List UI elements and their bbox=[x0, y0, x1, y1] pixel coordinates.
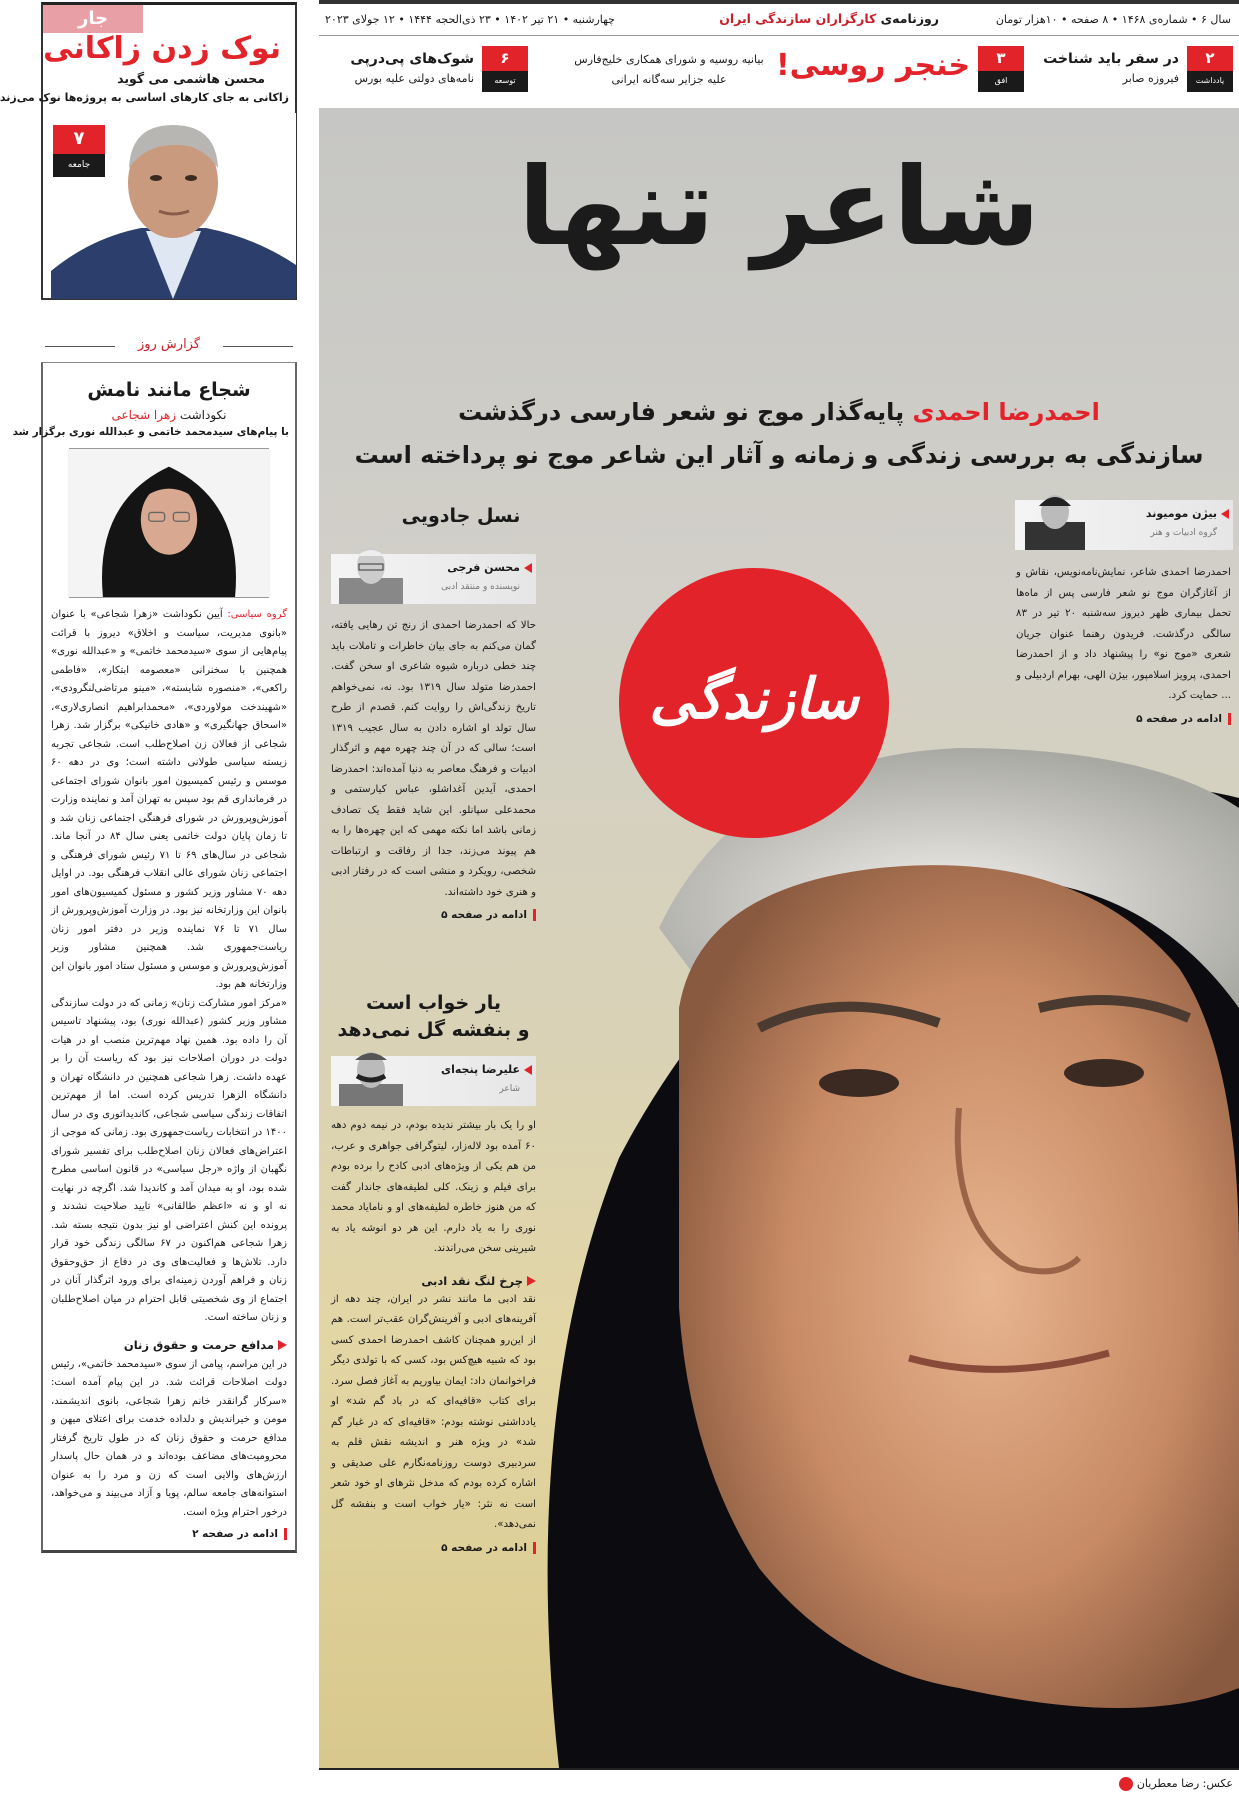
author-name: بیژن مومیوند bbox=[1145, 507, 1217, 520]
photo-credit-text: عکس: رضا معطریان bbox=[1136, 1777, 1233, 1790]
front-page-main bbox=[319, 0, 1239, 1815]
article-continued-link[interactable] bbox=[1016, 711, 1231, 727]
section-badge bbox=[1187, 46, 1233, 92]
continued-text: ادامه در صفحه ۵ bbox=[441, 1541, 527, 1554]
author-card-panjei bbox=[331, 1056, 536, 1106]
article-faraji bbox=[331, 616, 536, 923]
triangle-bullet-icon bbox=[278, 1340, 287, 1350]
continued-text: ادامه در صفحه ۲ bbox=[192, 1528, 278, 1540]
article-body: او را یک بار بیشتر ندیده بودم، در نیمه دوم دهه ۶۰ آمده بود لاله‌زار، لیتوگرافی جواهری و عرب، من هم یکی از ویژه‌های ادبی کادح را برده بودم برای فیلم و زینک. کلی لطیفه‌های جاندار گفت که من هنوز خاطره لطیفه‌های او و نامایاد محمد نوری را به یاد دارم. این هر دو انوشه یاد به شیرینی سخن می‌راندند. bbox=[331, 1120, 536, 1254]
badge-page-number: ۲ bbox=[1187, 46, 1233, 71]
author-name: محسن فرجی bbox=[447, 561, 520, 574]
deck-name: احمدرضا احمدی bbox=[912, 398, 1100, 426]
red-bar-marker bbox=[284, 1528, 287, 1540]
triangle-bullet-icon bbox=[524, 1065, 532, 1075]
issue-meta: سال ۶ • شماره‌ی ۱۴۶۸ • ۸ صفحه • ۱۰هزار تومان bbox=[995, 13, 1231, 26]
triangle-bullet-icon bbox=[527, 1276, 536, 1286]
teaser-page-2[interactable] bbox=[1038, 46, 1233, 102]
top-story-headline[interactable]: نوک زدن زاکانی bbox=[43, 31, 281, 66]
sazandegi-logo bbox=[619, 568, 889, 838]
teaser-line-2: علیه جزایر سه‌گانه ایرانی bbox=[611, 73, 727, 86]
photo-credit bbox=[1119, 1776, 1233, 1792]
report-continued-link[interactable] bbox=[49, 1526, 289, 1542]
teaser-line-1: بیانیه روسیه و شورای همکاری خلیج‌فارس bbox=[574, 53, 764, 66]
report-para-3: در این مراسم، پیامی از سوی «سیدمحمد خاتمی»، رئیس دولت اصلاحات قرائت شد. در این پیام آمده است: «سرکار گرانقدر خانم زهرا شجاعی، بانوی اندیشمند، مومن و خیراندیش و دلداده خدمت برای اعتلای میهن و مدافع حرمت و حقوق زنان که در طول تاریخ گرفتار محرومیت‌های مضاعف بوده‌اند و در همان حال پاسدار ارزش‌های والایی است که زن و مرد را به عنوان استوانه‌های جامعه سالم، پویا و آزاد می‌بیند و می‌خواهد، درخور احترام ویژه است. bbox=[51, 1358, 287, 1518]
red-bar-marker bbox=[533, 909, 536, 921]
article-panjei bbox=[331, 1116, 536, 1556]
report-body bbox=[49, 606, 289, 995]
report-subtitle-name: زهرا شجاعی bbox=[111, 408, 176, 422]
masthead bbox=[319, 0, 1239, 36]
daily-report-box bbox=[12, 362, 297, 1553]
teaser-title: در سفر باید شناخت bbox=[1043, 51, 1179, 67]
headline-deck-1 bbox=[319, 395, 1239, 429]
teaser-page-3[interactable] bbox=[544, 46, 1024, 102]
section-badge bbox=[978, 46, 1024, 92]
top-story-box[interactable] bbox=[0, 2, 297, 300]
badge-section-label: افق bbox=[978, 71, 1024, 92]
article-panjei-title[interactable] bbox=[331, 990, 536, 1044]
deck-rest: پایه‌گذار موج نو شعر فارسی درگذشت bbox=[458, 398, 913, 426]
headline-deck-2: سازندگی به بررسی زندگی و زمانه و آثار این شاعر موج نو پرداخته است bbox=[354, 441, 1204, 469]
main-headline[interactable]: شاعر تنها bbox=[518, 145, 1040, 270]
red-bar-marker bbox=[533, 1542, 536, 1554]
teaser-title: شوک‌های پی‌درپی bbox=[350, 51, 474, 67]
title-line-1: یار خواب است bbox=[366, 992, 501, 1014]
report-para-1: آیین نکوداشت «زهرا شجاعی» با عنوان «بانوی مدیریت، سیاست و اخلاق» دیروز با قرائت پیام‌هایی از سوی «سیدمحمد خاتمی» و «عبدالله نوری» همچنین با سخنرانی «معصومه ابتکار»، «فاطمی راکعی»، «منصوره شایسته»، «مینو مرتاضی‌لنگرودی»، «شهیندخت مولاوردی»، «محمدابراهیم انصاری‌لاری»، «اسحاق جهانگیری» و «هادی خانیکی» برگزار شد. زهرا شجاعی از فعالان زن اصلاح‌طلب است. شجاعی تجربه زیسته سیاسی طولانی داشته است؛ وی در دهه ۶۰ موسس و رئیس کمیسیون امور بانوان شورای اجتماعی در فرمانداری قم بود سپس به تهران آمد و نماینده وزارت آموزش‌وپرورش در شورای فرهنگی اجتماعی زنان شد و تا زمان پایان دولت خاتمی یعنی سال ۸۴ در آنجا ماند. شجاعی در سال‌های ۶۹ تا ۷۱ رئیس شورای فرهنگی و اجتماعی زنان شورای عالی انقلاب فرهنگی بود. در اوایل دهه ۷۰ مشاور وزیر کشور و مسئول کمیسیون‌های امور بانوان این وزارتخانه نیز بود. در وزارت آموزش‌وپرورش از سال ۷۱ تا ۷۶ نماینده وزیر در دفتر امور زنان ریاست‌جمهوری شد. همچنین مشاور وزیر آموزش‌وپرورش و موسس و مسئول ستاد امور بانوان این وزارتخانه هم بود. bbox=[50, 609, 288, 990]
continued-text: ادامه در صفحه ۵ bbox=[1136, 712, 1222, 725]
report-subtitle bbox=[49, 407, 289, 423]
logo-wordmark: سازندگی bbox=[649, 666, 859, 732]
portrait-shojaee bbox=[69, 448, 269, 598]
report-lead-label: گروه سیاسی: bbox=[227, 609, 287, 620]
paper-brand: کارگزاران سازندگی ایران bbox=[719, 11, 877, 26]
badge-section-label: جامعه bbox=[53, 154, 105, 177]
paper-prefix: روزنامه‌ی bbox=[880, 11, 939, 26]
author-name: علیرضا پنجه‌ای bbox=[441, 1063, 520, 1076]
section-badge bbox=[482, 46, 528, 92]
author-photo bbox=[335, 1044, 407, 1106]
top-story-sub2: زاکانی به جای کارهای اساسی به پروژه‌ها نوک می‌زند bbox=[0, 91, 289, 104]
article-continued-link[interactable] bbox=[331, 907, 536, 923]
top-story-sub1: محسن هاشمی می گوید bbox=[117, 71, 265, 86]
badge-page-number: ۶ bbox=[482, 46, 528, 71]
teaser-title: خنجر روسی! bbox=[775, 48, 970, 83]
report-subhead-text: مدافع حرمت و حقوق زنان bbox=[123, 1337, 274, 1352]
badge-section-label: توسعه bbox=[482, 71, 528, 92]
report-para-2: «مرکز امور مشارکت زنان» زمانی که در دولت سازندگی مشاور وزیر کشور (عبدالله نوری) بود، پیشنهاد تاسیس آن را داده بود. همین نهاد مهم‌ترین منصب او در هیات دولت در دوران اصلاحات نیز بود که ریاست آن را بر عهده داشت. زهرا شجاعی همچنین در دانشگاه تهران و دانشگاه الزهرا تدریس کرده است. اما از مهم‌ترین اتفاقات زندگی سیاسی شجاعی، کاندیداتوری وی در سال ۱۴۰۰ در انتخابات ریاست‌جمهوری بود. زمانی که موجی از اعتراض‌های فعالان زنان اصلاح‌طلب برای تفسیر شورای نگهبان از واژه «رجل سیاسی» در قانون اساسی مطرح شده بود، او به میدان آمد و کاندیدا شد. اگرچه در نهایت نه او و نه «اعظم طالقانی» تایید صلاحیت نشدند و پرونده این کنش اعتراضی او نیز بدون نتیجه بسته شد. زهرا شجاعی هم‌اکنون در ۶۷ سالگی زندگی خود قرار دارد. تلاش‌ها و فعالیت‌های وی در دفاع از حق‌وحقوق زنان و فراهم آوردن زمینه‌ای برای ورود اثرگذار آنان در اجتماع از وی شخصیتی قابل احترام در میان اصلاح‌طلبان و زنان ساخته است. bbox=[51, 997, 287, 1323]
triangle-bullet-icon bbox=[524, 563, 532, 573]
subhead-text: چرخ لنگ نقد ادبی bbox=[421, 1273, 523, 1288]
triangle-bullet-icon bbox=[1221, 509, 1229, 519]
camera-icon bbox=[1119, 1777, 1133, 1791]
badge-page-number: ۷ bbox=[53, 125, 105, 154]
author-role: نویسنده و منتقد ادبی bbox=[441, 582, 520, 592]
photo-credit-strip bbox=[319, 1768, 1239, 1808]
teaser-bar bbox=[319, 38, 1239, 108]
author-photo bbox=[335, 542, 407, 604]
article-continued-link[interactable] bbox=[331, 1540, 536, 1556]
report-subtitle-prefix: نکوداشت bbox=[179, 408, 227, 422]
watermark-logo: جار bbox=[43, 5, 143, 33]
section-badge-society[interactable] bbox=[53, 125, 105, 177]
teaser-subtitle: فیروزه صابر bbox=[1122, 72, 1179, 85]
article-body: حالا که احمدرضا احمدی از رنج تن رهایی یافته، گمان می‌کنم به جای بیان خاطرات و تاملات باید چند خطی درباره شیوه شاعری او سخن گفت. احمدرضا متولد سال ۱۳۱۹ بود. نه، نمی‌خواهم تاریخ زندگی‌اش را روایت کنم. قصدم از طرح سال تولد او اشاره دادن به سال عجیب ۱۳۱۹ است؛ سالی که در آن چند چهره مهم و اثرگذار ادبیات و فرهنگ معاصر به دنیا آمده‌اند: احمدرضا احمدی، آیدین آغداشلو، عباس کیارستمی و محمدعلی سپانلو. این شاید فقط یک تصادف زمانی باشد اما نکته مهمی که این چهره‌ها را به هم پیوند می‌زند، جدا از رفاقت و ارتباطات شخصی، رویکرد و منشی است که در رفتار ادبی و هنری خود داشته‌اند. bbox=[331, 620, 536, 898]
author-card-momivand bbox=[1015, 500, 1233, 550]
report-section-label: گزارش روز bbox=[137, 337, 201, 352]
article-faraji-title[interactable]: نسل جادویی bbox=[401, 505, 521, 527]
report-label-row bbox=[41, 332, 297, 362]
teaser-description bbox=[544, 50, 794, 90]
continued-text: ادامه در صفحه ۵ bbox=[441, 909, 527, 921]
author-photo bbox=[1019, 488, 1091, 550]
article-momivand bbox=[1016, 563, 1231, 727]
teaser-page-6[interactable] bbox=[323, 46, 528, 102]
author-role: گروه ادبیات و هنر bbox=[1150, 528, 1217, 538]
issue-date: چهارشنبه • ۲۱ تیر ۱۴۰۲ • ۲۳ ذی‌الحجه ۱۴۴۴ • ۱۲ جولای ۲۰۲۳ bbox=[325, 13, 615, 26]
badge-section-label: یادداشت bbox=[1187, 71, 1233, 92]
teaser-subtitle: نامه‌های دولتی علیه بورس bbox=[354, 72, 474, 85]
red-bar-marker bbox=[1228, 713, 1231, 725]
title-line-2: و بنفشه گل نمی‌دهد bbox=[337, 1019, 530, 1041]
badge-page-number: ۳ bbox=[978, 46, 1024, 71]
article-body-2: نقد ادبی ما مانند نشر در ایران، چند دهه از آفرینه‌های ادبی و آفرینش‌گران عقب‌تر است. هم از این‌رو همچنان کاشف احمدرضا احمدی کسی بود که شبیه هیچ‌کس بود، کسی که با تولدی دیگر فراخوانمان داد: ایمان بیاوریم به آغاز فصل سرد. برای کتاب «قافیه‌ای که در باد گم شد» او یادداشتی نوشته بودم: «قافیه‌ای که در غبار گم شد» در ویژه هنر و اندیشه نقش قلم به سردبیری دوست روزنامه‌نگارم علی صدیقی و اشاره کرده بودم که مدخل نثرهای او خود شعر است نه نثر: «یار خواب است و بنفشه گل نمی‌دهد». bbox=[331, 1293, 536, 1530]
hero-section bbox=[319, 108, 1239, 1768]
report-subhead bbox=[49, 1336, 289, 1354]
article-body: احمدرضا احمدی شاعر، نمایش‌نامه‌نویس، نقاش و از آغازگران موج نو شعر فارسی پس از ماه‌ها تحمل بیماری ظهر دیروز سه‌شنبه ۲۰ تیر در ۸۳ سالگی درگذشت. فریدون رهنما عنوان جریان شعری «موج نو» را پیشنهاد داد و از احمدرضا احمدی، پرویز اسلامپور، بیژن الهی، بهرام اردبیلی و ... حمایت کرد. bbox=[1016, 567, 1232, 701]
report-subtitle-2: با پیام‌های سیدمحمد خاتمی و عبدالله نوری برگزار شد bbox=[12, 426, 289, 438]
report-title[interactable]: شجاع مانند نامش bbox=[87, 379, 251, 401]
author-card-faraji bbox=[331, 554, 536, 604]
author-role: شاعر bbox=[499, 1084, 520, 1094]
article-subhead bbox=[331, 1272, 536, 1290]
paper-name bbox=[719, 11, 939, 26]
